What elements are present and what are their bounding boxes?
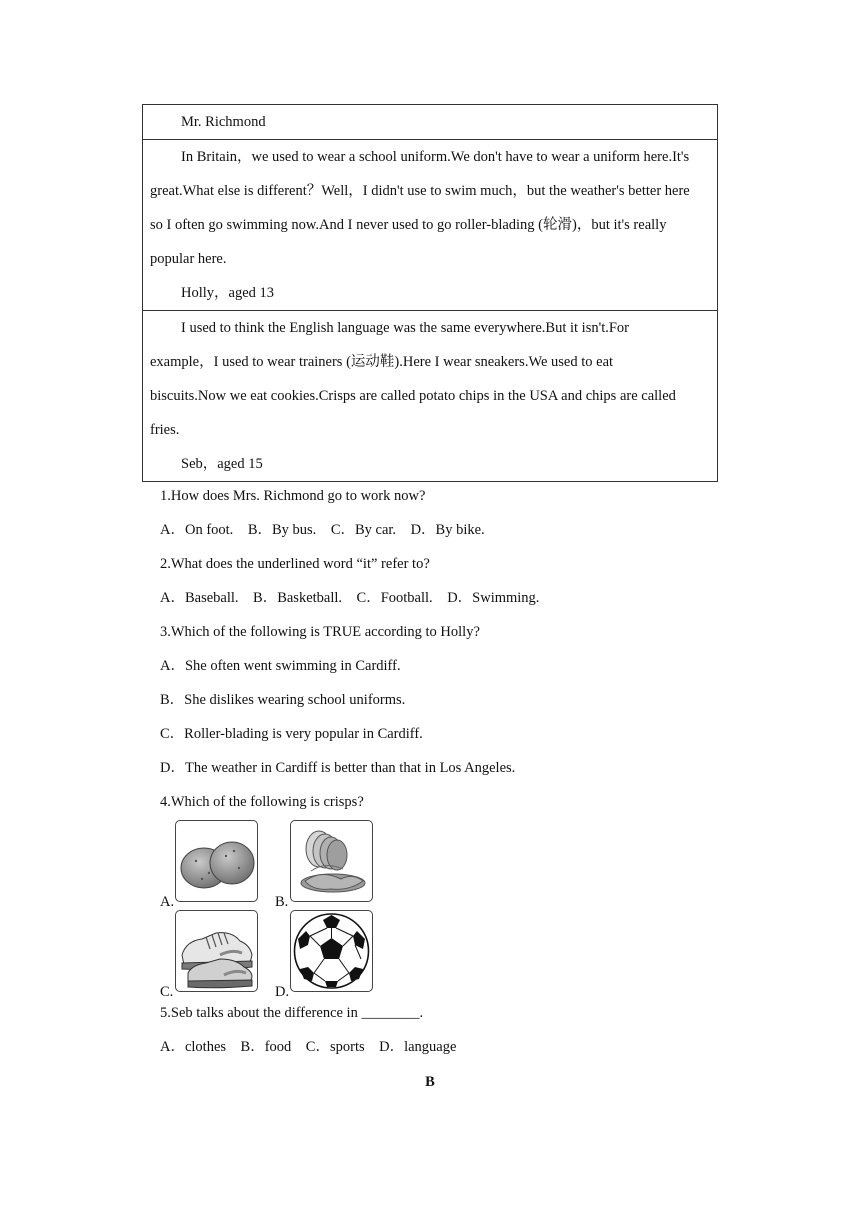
q5-option-d[interactable]: D．language (379, 1039, 457, 1055)
q1-option-d[interactable]: D．By bike. (410, 522, 485, 538)
seb-line: biscuits.Now we eat cookies.Crisps are called potato chips in the USA and chips are called (150, 388, 676, 404)
q3-option-d[interactable]: D．The weather in Cardiff is better than that in Los Angeles. (160, 760, 516, 776)
potatoes-icon (175, 820, 258, 902)
passage-cell-richmond (143, 105, 717, 139)
q5-option-c[interactable]: C．sports (305, 1039, 365, 1055)
section-heading-b: B (425, 1074, 435, 1090)
q4-letter-b: B. (275, 894, 289, 910)
passage-table (142, 104, 718, 482)
q2-option-d[interactable]: D．Swimming. (447, 590, 540, 606)
q2-option-c[interactable]: C．Football. (356, 590, 433, 606)
sneakers-icon (175, 910, 258, 992)
q3-option-a[interactable]: A．She often went swimming in Cardiff. (160, 658, 401, 674)
question-1-options (160, 513, 720, 547)
q1-option-a[interactable]: A．On foot. (160, 522, 234, 538)
richmond-signature: Mr. Richmond (181, 114, 266, 130)
q5-option-a[interactable]: A．clothes (160, 1039, 227, 1055)
q4-letter-c: C. (160, 984, 174, 1000)
q1-option-c[interactable]: C．By car. (330, 522, 397, 538)
q3-option-c[interactable]: C．Roller-blading is very popular in Cardiff. (160, 726, 423, 742)
question-4-stem: 4.Which of the following is crisps? (160, 794, 364, 810)
q4-letter-a: A. (160, 894, 175, 910)
holly-line: popular here. (150, 251, 227, 267)
holly-signature: Holly，aged 13 (181, 285, 275, 301)
soccer-ball-icon (290, 910, 373, 992)
q5-option-b[interactable]: B．food (240, 1039, 292, 1055)
q3-option-b[interactable]: B．She dislikes wearing school uniforms. (160, 692, 406, 708)
question-2-options (160, 581, 720, 615)
passage-cell-holly (143, 139, 717, 310)
q4-option-d[interactable] (275, 910, 475, 1000)
q1-option-b[interactable]: B．By bus. (247, 522, 317, 538)
holly-line: great.What else is different？Well，I didn't use to swim much，but the weather's better here (150, 183, 690, 199)
question-3-stem: 3.Which of the following is TRUE according to Holly? (160, 624, 480, 640)
seb-signature: Seb，aged 15 (181, 456, 263, 472)
passage-cell-seb (143, 310, 717, 481)
holly-line: so I often go swimming now.And I never used to go roller-blading (轮滑)，but it's really (150, 217, 667, 233)
questions-area (160, 479, 720, 1064)
holly-line: In Britain，we used to wear a school uniform.We don't have to wear a uniform here.It's (181, 149, 690, 165)
seb-line: fries. (150, 422, 180, 438)
question-1-stem: 1.How does Mrs. Richmond go to work now? (160, 488, 426, 504)
q2-option-a[interactable]: A．Baseball. (160, 590, 239, 606)
seb-line: example，I used to wear trainers (运动鞋).Here I wear sneakers.We used to eat (150, 354, 614, 370)
question-5-options (160, 1030, 720, 1064)
q2-option-b[interactable]: B．Basketball. (253, 590, 343, 606)
question-2-stem: 2.What does the underlined word “it” refer to? (160, 556, 430, 572)
seb-line: I used to think the English language was the same everywhere.But it isn't.For (181, 320, 629, 336)
q4-option-b[interactable] (275, 820, 475, 910)
potato-chips-icon (290, 820, 373, 902)
question-5-stem: 5.Seb talks about the difference in ________. (160, 1005, 424, 1021)
question-4-pictures (160, 820, 720, 1000)
q4-letter-d: D. (275, 984, 290, 1000)
